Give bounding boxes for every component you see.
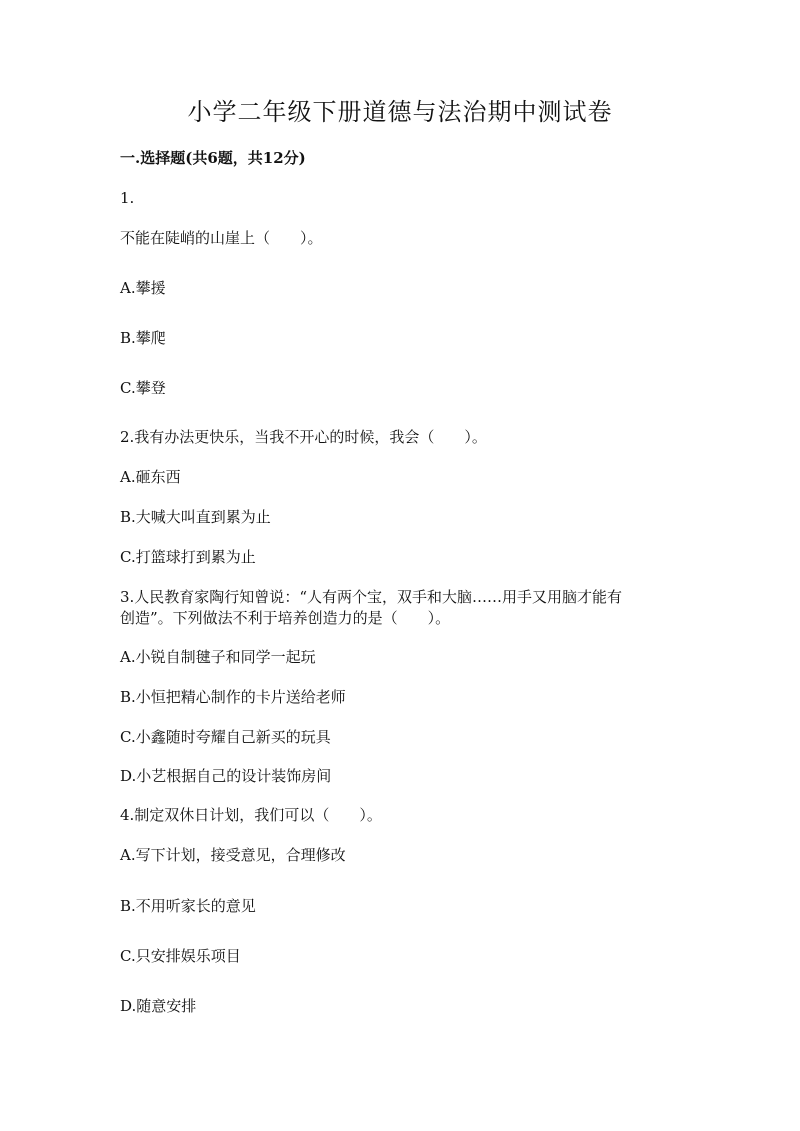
question-1-option-b: B.攀爬 [120,329,166,347]
question-2-stem: 2.我有办法更快乐，当我不开心的时候，我会（ ）。 [120,428,487,446]
question-1-option-a: A.攀援 [120,279,166,297]
section-heading: 一.选择题(共6题，共12分) [120,149,306,167]
question-2-option-b: B.大喊大叫直到累为止 [120,508,271,526]
page-title: 小学二年级下册道德与法治期中测试卷 [187,98,613,126]
question-4-option-d: D.随意安排 [120,997,197,1015]
question-3-option-c: C.小鑫随时夸耀自己新买的玩具 [120,728,331,746]
question-1-stem: 不能在陡峭的山崖上（ ）。 [120,229,323,247]
question-3-option-a: A.小锐自制毽子和同学一起玩 [120,648,316,666]
question-3-stem-line-1: 3.人民教育家陶行知曾说：“人有两个宝，双手和大脑……用手又用脑才能有 [120,588,622,606]
question-4-stem: 4.制定双休日计划，我们可以（ ）。 [120,806,382,824]
question-2-option-a: A.砸东西 [120,468,181,486]
question-3-option-b: B.小恒把精心制作的卡片送给老师 [120,688,346,706]
question-3-stem-line-2: 创造”。下列做法不利于培养创造力的是（ ）。 [120,609,451,627]
question-4-option-a: A.写下计划，接受意见，合理修改 [120,846,346,864]
question-1-number: 1. [120,189,135,207]
question-2-option-c: C.打篮球打到累为止 [120,548,256,566]
question-4-option-c: C.只安排娱乐项目 [120,947,241,965]
question-1-option-c: C.攀登 [120,379,166,397]
question-4-option-b: B.不用听家长的意见 [120,897,256,915]
question-3-option-d: D.小艺根据自己的设计装饰房间 [120,767,332,785]
